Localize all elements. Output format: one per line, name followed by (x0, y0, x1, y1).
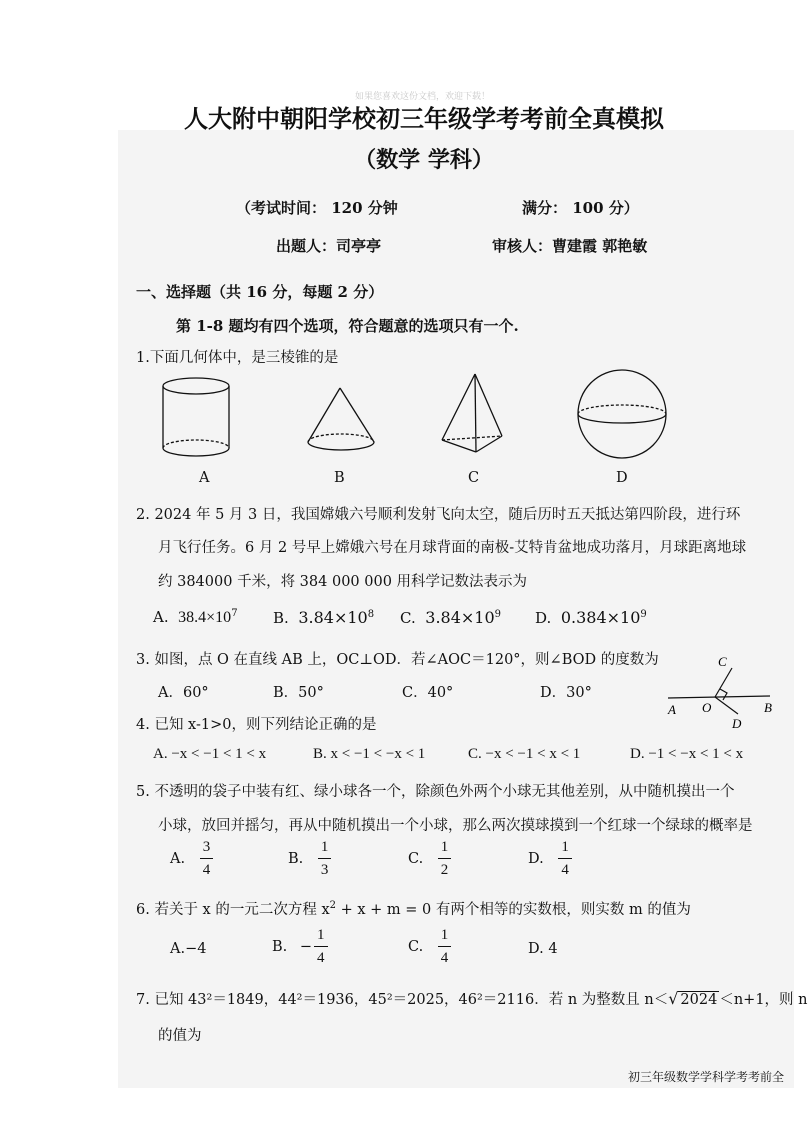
denominator: 4 (440, 950, 449, 966)
section-heading: 一、选择题（共 16 分，每题 2 分） (136, 283, 384, 301)
numerator: 3 (200, 840, 214, 859)
q6-option-b (272, 928, 328, 966)
exam-title: 人大附中朝阳学校初三年级学考考前全真模拟 (184, 105, 664, 133)
denominator: 4 (317, 950, 325, 966)
line-ab (668, 696, 770, 698)
q3-option-a: A．60° (158, 685, 209, 701)
q2-option-b-exp: 8 (367, 609, 375, 620)
q2-option-a-letter: A. (153, 608, 169, 626)
watermark: 如果您喜欢这份文档，欢迎下载！ (355, 92, 491, 102)
q2-option-a-value: 38.4×10 (178, 609, 232, 626)
q3-option-c: C．40° (402, 685, 454, 701)
q5-option-a-letter: A. (170, 851, 186, 867)
q6-option-a: A.−4 (170, 941, 207, 957)
q5-option-c (408, 840, 451, 878)
label-a: A (668, 702, 676, 717)
q4-stem: 4. 已知 x-1>0，则下列结论正确的是 (136, 717, 377, 733)
q2-option-d-value: 0.384×10 (560, 608, 641, 627)
q1-label-b: B (334, 470, 345, 486)
q6-option-c-fraction (438, 928, 452, 966)
q2-option-d-letter: D. (535, 609, 552, 627)
q1-figures (150, 370, 670, 490)
q2-option-b (273, 608, 374, 627)
q5-option-b-letter: B. (288, 851, 304, 867)
denominator: 4 (202, 862, 211, 878)
q3-figure (660, 652, 780, 734)
q4-option-d: D. −1 < −x < 1 < x (630, 746, 744, 762)
q2-option-c-letter: C. (400, 609, 416, 627)
q7-line1: 7. 已知 43²＝1849，44²＝1936，45²＝2025，46²＝2116．若 n 为整数且 n＜√ 2024 ＜n+1，则 n (136, 989, 808, 1008)
q5-option-b (288, 840, 331, 878)
ray-od (715, 697, 738, 714)
q6-option-b-fraction (314, 928, 328, 966)
page-footer: 初三年级数学学科学考考前全 (628, 1070, 785, 1084)
numerator: 1 (438, 840, 452, 859)
q5-option-c-letter: C. (408, 851, 424, 867)
q1-label-c: C (468, 470, 480, 486)
q6-stem (136, 898, 691, 919)
q5-line2: 小球，放回并摇匀，再从中随机摸出一个小球，那么两次摸球摸到一个红球一个绿球的概率是 (158, 818, 753, 834)
q2-option-a-exp: 7 (231, 608, 238, 619)
q6-option-b-sign: − (299, 939, 313, 955)
q2-line2: 月飞行任务。6 月 2 号早上嫦娥六号在月球背面的南极-艾特肯盆地成功落月，月球距离地球 (158, 540, 747, 556)
q5-option-a (170, 840, 213, 878)
sphere-figure (578, 370, 666, 458)
q6-stem-post: + x + m = 0 有两个相等的实数根，则实数 m 的值为 (336, 902, 691, 918)
denominator: 4 (561, 862, 569, 878)
q2-option-a (153, 608, 238, 627)
q2-option-c (400, 608, 501, 627)
q5-line1: 5. 不透明的袋子中装有红、绿小球各一个，除颜色外两个小球无其他差别，从中随机摸出一个 (136, 784, 735, 800)
q7-line2: 的值为 (158, 1028, 202, 1044)
numerator: 1 (318, 840, 332, 859)
q1-label-d: D (616, 470, 628, 486)
exam-time: （考试时间： 120 分钟 (236, 199, 398, 217)
q5-option-a-fraction (200, 840, 214, 878)
cylinder-figure (163, 378, 229, 456)
q2-option-c-exp: 9 (494, 609, 502, 620)
q6-option-c-letter: C. (408, 939, 424, 955)
q7-line1-post: ＜n+1，则 n (719, 992, 808, 1008)
exam-subject: （数学 学科） (354, 148, 494, 173)
q2-option-d-exp: 9 (640, 609, 647, 620)
denominator: 3 (320, 862, 329, 878)
numerator: 1 (558, 840, 572, 859)
q5-option-d-letter: D. (528, 851, 544, 867)
q7-sqrt-value: 2024 (680, 992, 718, 1008)
label-b: B (764, 700, 772, 715)
right-angle-mark (720, 689, 727, 700)
ray-oc (715, 668, 732, 697)
question-setter: 出题人：司亭亭 (276, 237, 382, 255)
q6-option-b-letter: B. (272, 939, 288, 955)
q1-label-a: A (199, 470, 210, 486)
q5-option-b-fraction (318, 840, 332, 878)
q1-stem: 1.下面几何体中，是三棱锥的是 (136, 350, 339, 366)
q2-option-c-value: 3.84×10 (425, 608, 495, 627)
q4-option-b: B. x < −1 < −x < 1 (313, 746, 426, 762)
q3-option-b: B．50° (273, 685, 324, 701)
pyramid-figure (442, 374, 502, 452)
section-instruction: 第 1-8 题均有四个选项，符合题意的选项只有一个. (176, 317, 519, 335)
q3-stem: 3. 如图，点 O 在直线 AB 上，OC⊥OD．若∠AOC＝120°，则∠BOD 的度数为 (136, 652, 659, 668)
q2-option-d (535, 608, 647, 627)
q6-stem-pre: 6. 若关于 x 的一元二次方程 x (136, 902, 330, 918)
q6-stem-sup: 2 (329, 900, 337, 912)
label-o: O (702, 700, 712, 715)
q5-option-d (528, 840, 572, 878)
question-reviewer: 审核人：曹建霞 郭艳敏 (492, 237, 648, 255)
cone-figure (308, 388, 374, 450)
q6-option-d: D. 4 (528, 941, 558, 957)
denominator: 2 (440, 862, 449, 878)
q4-option-c: C. −x < −1 < x < 1 (468, 746, 581, 762)
label-c: C (718, 654, 727, 669)
q2-line1: 2. 2024 年 5 月 3 日，我国嫦娥六号顺利发射飞向太空，随后历时五天抵达第四阶段，进行环 (136, 507, 741, 523)
q5-option-d-fraction (558, 840, 572, 878)
q7-line1-pre: 7. 已知 43²＝1849，44²＝1936，45²＝2025，46²＝2116．若 n 为整数且 n＜ (136, 992, 669, 1008)
q6-option-c (408, 928, 451, 966)
full-score: 满分： 100 分） (522, 199, 639, 217)
q2-option-b-value: 3.84×10 (298, 608, 368, 627)
q5-option-c-fraction (438, 840, 452, 878)
numerator: 1 (314, 928, 328, 947)
q4-option-a: A. −x < −1 < 1 < x (153, 746, 267, 762)
label-d: D (732, 716, 742, 731)
q2-line3: 约 384000 千米，将 384 000 000 用科学记数法表示为 (158, 574, 528, 590)
q3-option-d: D．30° (540, 685, 592, 701)
numerator: 1 (438, 928, 452, 947)
q2-option-b-letter: B. (273, 609, 289, 627)
